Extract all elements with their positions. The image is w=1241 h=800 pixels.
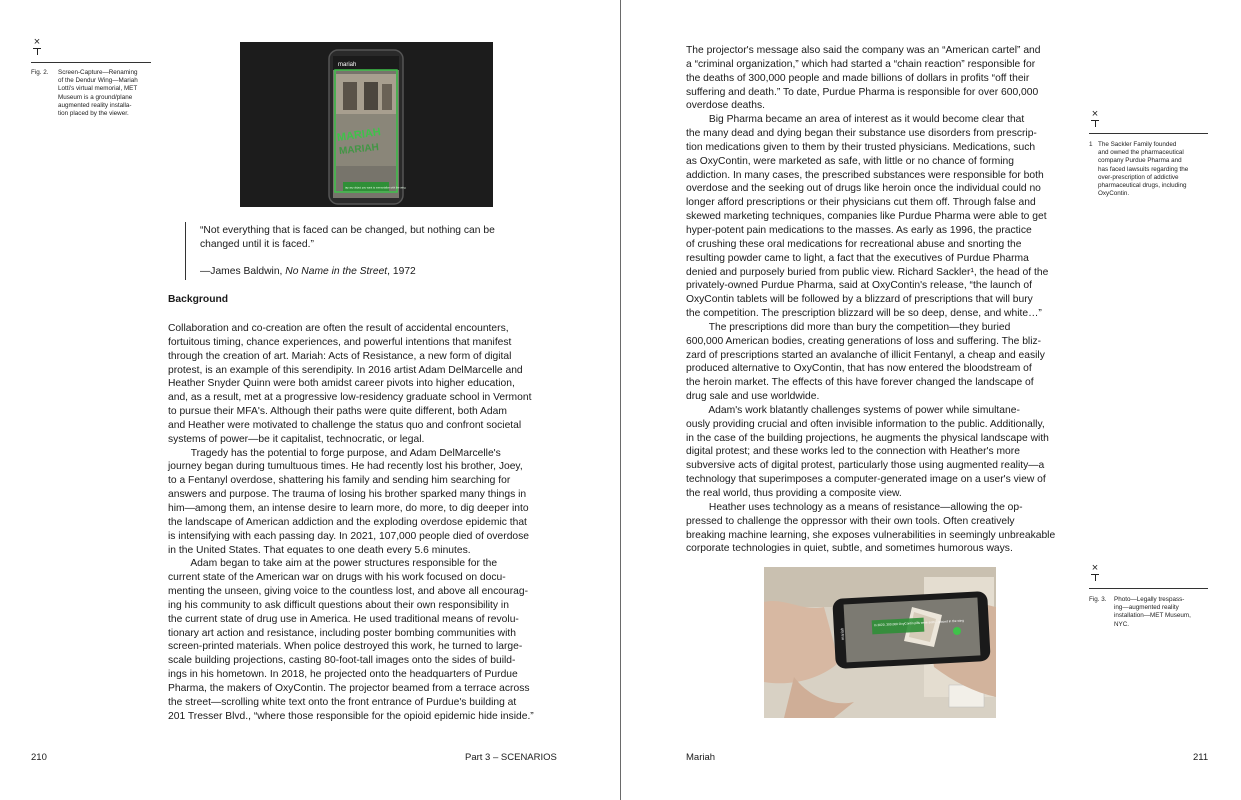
body-line: digital protest; and these works led to the connection with Heather's more: [686, 446, 1020, 458]
body-line: systems of power—be it capitalist, technocratic, or legal.: [168, 433, 425, 445]
body-line: the deaths of 300,000 people and made billions of dollars in profits “off their: [686, 72, 1030, 84]
fig2-caption-line: Screen-Capture—Renaming: [58, 69, 138, 76]
body-line: the heroin market. The effects of this have forever changed the landscape of: [686, 377, 1034, 389]
body-line: is intensifying with each passing day. In 2021, 107,000 people died of overdose: [168, 530, 530, 542]
body-line: Tragedy has the potential to forge purpose, and Adam DelMarcelle's: [168, 447, 501, 459]
body-line: zard of prescriptions started an avalanche of illicit Fentanyl, a cheap and easily: [686, 349, 1045, 361]
body-line: overdose and the seeking out of drugs like heroin once the individual could no: [686, 183, 1041, 195]
phone-screen-illustration: [240, 42, 493, 207]
footnote-line: The Sackler Family founded: [1098, 141, 1177, 148]
fig3-caption: [1089, 596, 1214, 636]
footnote-line: pharmaceutical drugs, including: [1098, 182, 1187, 190]
body-line: longer afford prescriptions or their physicians cut them off. Through false and: [686, 197, 1036, 209]
body-line: Heather uses technology as a means of resistance—allowing the op-: [686, 501, 1023, 513]
running-head-title: Mariah: [686, 752, 716, 763]
body-line: skewed marketing techniques, companies like Purdue Pharma were able to get: [686, 211, 1047, 223]
fig2-caption-line: augmented reality installa-: [58, 101, 132, 109]
epigraph-quote: “Not everything that is faced can be changed, but nothing can be changed until it is faced.”: [200, 225, 495, 251]
fig2-caption-line: tion placed by the viewer.: [58, 110, 129, 118]
ar-screen-text: In 2020, 300,000 OxyContin pills were sold… placed in the wing: [873, 618, 965, 628]
footnote-line: and owned the pharmaceutical: [1098, 149, 1184, 157]
body-line: overdose deaths.: [686, 100, 765, 112]
caption-rule: [31, 62, 151, 63]
ar-overlay-text: MARIAH: [336, 126, 382, 145]
body-line: produced alternative to OxyContin, that has now entered the bloodstream of: [686, 363, 1032, 375]
body-line: drug sale and use worldwide.: [686, 391, 820, 403]
fig3-caption-line: Photo—Legally trespass-: [1114, 596, 1185, 603]
body-line: current state of the American war on drugs with his work focused on docu-: [168, 572, 506, 584]
body-line: Pharma, the makers of OxyContin. The projector beamed from a terrace across: [168, 682, 530, 694]
footnote: [1089, 141, 1211, 205]
body-line: the landscape of American addiction and the exploding overdose epidemic that: [168, 516, 527, 528]
svg-text:MARIAH: MARIAH: [338, 142, 380, 158]
fig3-number: Fig. 3.: [1089, 596, 1107, 603]
body-line: Adam began to take aim at the power structures responsible for the: [168, 558, 498, 570]
body-line: addiction. In many cases, the prescribed substances were responsible for both: [686, 169, 1044, 181]
footnote-marker-icon: ×: [1089, 110, 1101, 127]
body-line: hyper-potent pain medications to the masses. As early as 1996, the practice: [686, 224, 1032, 236]
body-line: The projector's message also said the company was an “American cartel” and: [686, 45, 1041, 56]
fig3-caption-line: NYC.: [1114, 620, 1130, 628]
body-line: Adam's work blatantly challenges systems of power while simultane-: [686, 404, 1020, 416]
quote-attribution: [200, 265, 416, 279]
attribution-title: No Name in the Street: [285, 266, 388, 277]
body-line: the competition. The prescription blizzard will be so deep, dense, and white…”: [686, 308, 1042, 320]
body-line: in the United States. That equates to one death every 5.6 minutes.: [168, 544, 471, 556]
body-line: scale building projections, casting 80-foot-tall images onto the sides of build-: [168, 655, 516, 667]
running-head-section: Part 3 – SCENARIOS: [465, 752, 557, 763]
body-line: a “criminal organization,” which had started a “chain reaction” responsible for: [686, 58, 1036, 70]
app-header-text: mariah: [338, 62, 357, 68]
body-line: through the creation of art. Mariah: Acts of Resistance, a new form of digital: [168, 350, 512, 362]
footnote-line: has faced lawsuits regarding the: [1098, 165, 1189, 173]
body-line: of crushing these oral medications for recreational abuse and snorting the: [686, 238, 1022, 250]
attribution-year: , 1972: [387, 266, 416, 277]
body-line: and Heather were motivated to challenge the status quo and confront societal: [168, 419, 522, 431]
body-line: Heather Snyder Quinn were both amidst career pivots into higher education,: [168, 378, 515, 390]
left-body-text: [168, 322, 558, 723]
body-line: answers and purpose. The trauma of losing his brother sparked many things in: [168, 489, 527, 501]
body-line: privately-owned Purdue Pharma, said at OxyContin's release, “the launch of: [686, 280, 1032, 292]
fig3-caption-line: ing—augmented reality: [1114, 604, 1179, 612]
body-line: Big Pharma became an area of interest as it would become clear that: [686, 114, 1025, 126]
caption-rule: [1089, 588, 1208, 589]
body-line: corporate technologies in quiet, subtle, and sometimes humorous ways.: [686, 543, 1013, 555]
body-line: tion medications given to them by their trusted physicians. Medications, such: [686, 141, 1036, 153]
body-line: as OxyContin, were marketed as safe, with little or no chance of forming: [686, 155, 1014, 167]
fig2-caption: [31, 69, 156, 129]
body-line: the street—scrolling white text onto the front entrance of Purdue's building at: [168, 696, 517, 708]
fig2-caption-line: Museum is a ground/plane: [58, 93, 133, 101]
fig2-image: [240, 42, 493, 207]
body-line: the current state of drug use in America. He used traditional means of revolu-: [168, 613, 519, 625]
page-number-left: 210: [31, 752, 47, 763]
footnote-line: over-prescription of addictive: [1098, 173, 1179, 181]
body-line: to a Fentanyl overdose, shattering his family and sending him searching for: [168, 475, 511, 487]
body-line: technology that superimposes a computer-generated image on a user's view of: [686, 474, 1046, 486]
fig3-image: [764, 567, 996, 718]
figure-marker-icon: ×: [1089, 564, 1101, 581]
quote-rule: [185, 222, 186, 280]
attribution-author: —James Baldwin,: [200, 266, 286, 277]
body-line: Collaboration and co-creation are often the result of accidental encounters,: [168, 323, 509, 334]
body-line: The prescriptions did more than bury the competition—they buried: [686, 321, 1011, 333]
body-line: suffering and death.” To date, Purdue Pharma is responsible for over 600,000: [686, 86, 1039, 98]
body-line: tionary art action and resistance, including poster bombing communities with: [168, 627, 516, 639]
figure-marker-icon: ×: [31, 38, 43, 55]
right-page: [621, 0, 1241, 800]
body-line: him—among them, an intense desire to learn more, do more, to dig deeper into: [168, 502, 529, 514]
phone-side-label: mariah: [839, 627, 845, 641]
body-line: menting the unseen, giving voice to the countless lost, and above all encourag-: [168, 586, 529, 598]
footnote-line: company Purdue Pharma and: [1098, 157, 1182, 165]
section-heading: Background: [168, 294, 229, 305]
fig2-caption-line: Lotti's virtual memorial, MET: [58, 85, 138, 93]
body-line: protest, is an example of this serendipity. In 2016 artist Adam DelMarcelle and: [168, 364, 523, 376]
body-line: resulting powder came to light, a fact that the executives of Purdue Pharma: [686, 252, 1029, 264]
body-line: ing his community to ask difficult questions about their own responsibility in: [168, 599, 509, 611]
footnote-line: OxyContin.: [1098, 190, 1130, 198]
ar-caption-bar: tap any object you want to memorialize with the wing: [345, 186, 406, 190]
body-line: OxyContin tablets will be followed by a blizzard of prescriptions that will bury: [686, 294, 1033, 306]
body-line: journey began during tumultuous times. He had recently lost his brother, Joey,: [168, 461, 523, 473]
fig2-number: Fig. 2.: [31, 69, 49, 76]
body-line: 600,000 American bodies, creating generations of loss and suffering. The bliz-: [686, 335, 1042, 347]
body-line: pressed to challenge the oppressor with their own tools. Often creatively: [686, 515, 1015, 527]
body-line: fortuitous timing, chance experiences, and powerful intentions that manifest: [168, 336, 512, 348]
body-line: and, as a result, met at a progressive low-residency graduate school in Vermont: [168, 392, 532, 404]
body-line: 201 Tresser Blvd., “where those responsible for the opioid epidemic hide inside.”: [168, 710, 534, 722]
body-line: the many dead and dying began their substance use disorders from prescrip-: [686, 128, 1037, 140]
footnote-rule: [1089, 133, 1208, 134]
body-line: to pursue their MFA's. Although their paths were quite different, both Adam: [168, 406, 507, 418]
right-body-text: [686, 44, 1076, 556]
footnote-number: 1: [1089, 141, 1093, 148]
body-line: breaking machine learning, she exposes vulnerabilities in seemingly unbreakable: [686, 529, 1056, 541]
body-line: in the case of the building projections, he augments the physical landscape with: [686, 432, 1049, 444]
body-line: denied and purposely buried from public view. Richard Sackler¹, the head of the: [686, 266, 1049, 278]
body-line: ously providing crucial and often invisible information to the public. Additionally,: [686, 418, 1045, 430]
museum-photo-illustration: [764, 567, 996, 718]
body-line: ings in his hometown. In 2018, he projected onto the headquarters of Purdue: [168, 669, 518, 681]
fig3-caption-line: installation—MET Museum,: [1114, 612, 1191, 620]
body-line: the real world, thus providing a composite view.: [686, 488, 902, 499]
fig2-caption-line: of the Dendur Wing—Mariah: [58, 77, 138, 85]
body-line: screen-printed materials. When police destroyed this work, he turned to large-: [168, 641, 523, 653]
left-page: [0, 0, 620, 800]
page-number-right: 211: [1193, 752, 1209, 763]
body-line: subversive acts of digital protest, particularly those using augmented reality—a: [686, 460, 1045, 472]
